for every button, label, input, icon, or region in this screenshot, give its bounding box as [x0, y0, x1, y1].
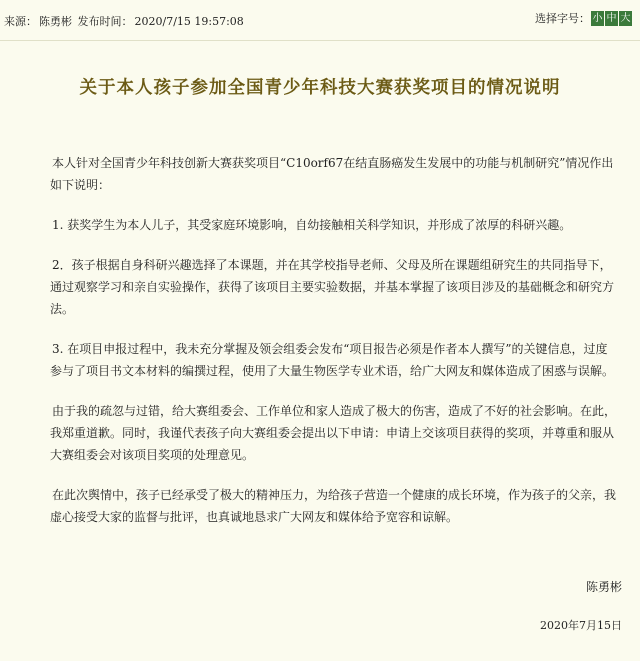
- font-size-small-button[interactable]: 小: [592, 12, 603, 24]
- article-meta: [4, 13, 246, 29]
- time-value: 2020/7/15 19:57:08: [134, 15, 244, 28]
- paragraph-3: 3. 在项目申报过程中，我未充分掌握及领会组委会发布“项目报告必须是作者本人撰写”的关键信息，过度参与了项目书文本材料的编撰过程，使用了大量生物医学专业术语，给广大网友和媒体造成了困惑与误解。: [50, 342, 615, 378]
- article-body: [50, 152, 616, 546]
- font-size-medium-button[interactable]: 中: [606, 12, 617, 24]
- article-title: 关于本人孩子参加全国青少年科技大赛获奖项目的情况说明: [79, 78, 561, 98]
- signature-date: 2020年7月15日: [540, 619, 622, 632]
- signature: 陈勇彬: [585, 580, 622, 594]
- paragraph-closing: 在此次舆情中，孩子已经承受了极大的精神压力，为给孩子营造一个健康的成长环境，作为孩子的父亲，我虚心接受大家的监督与批评，也真诚地恳求广大网友和媒体给予宽容和谅解。: [50, 488, 617, 524]
- font-size-label: 选择字号：: [535, 12, 590, 25]
- paragraph-apology: 由于我的疏忽与过错，给大赛组委会、工作单位和家人造成了极大的伤害，造成了不好的社会影响。在此，我郑重道歉。同时，我谨代表孩子向大赛组委会提出以下申请：申请上交该项目获得的奖项，并尊重和服从大赛组委会对该项目奖项的处理意见。: [50, 404, 617, 462]
- paragraph-1: 1. 获奖学生为本人儿子，其受家庭环境影响，自幼接触相关科学知识，并形成了浓厚的科研兴趣。: [52, 218, 572, 232]
- time-label: 发布时间：: [77, 15, 133, 28]
- paragraph-2: 2．孩子根据自身科研兴趣选择了本课题，并在其学校指导老师、父母及所在课题组研究生的共同指导下，通过观察学习和亲自实验操作，获得了该项目主要实验数据，并基本掌握了该项目涉及的基础概念和研究方法。: [50, 258, 615, 316]
- top-bar: [0, 0, 640, 41]
- font-size-selector: [535, 10, 632, 26]
- source-name: 陈勇彬: [39, 15, 72, 28]
- source-label: 来源：: [4, 15, 37, 28]
- paragraph-intro: 本人针对全国青少年科技创新大赛获奖项目“C10orf67在结直肠癌发生发展中的功能与机制研究”情况作出如下说明：: [50, 156, 614, 192]
- font-size-large-button[interactable]: 大: [620, 12, 631, 24]
